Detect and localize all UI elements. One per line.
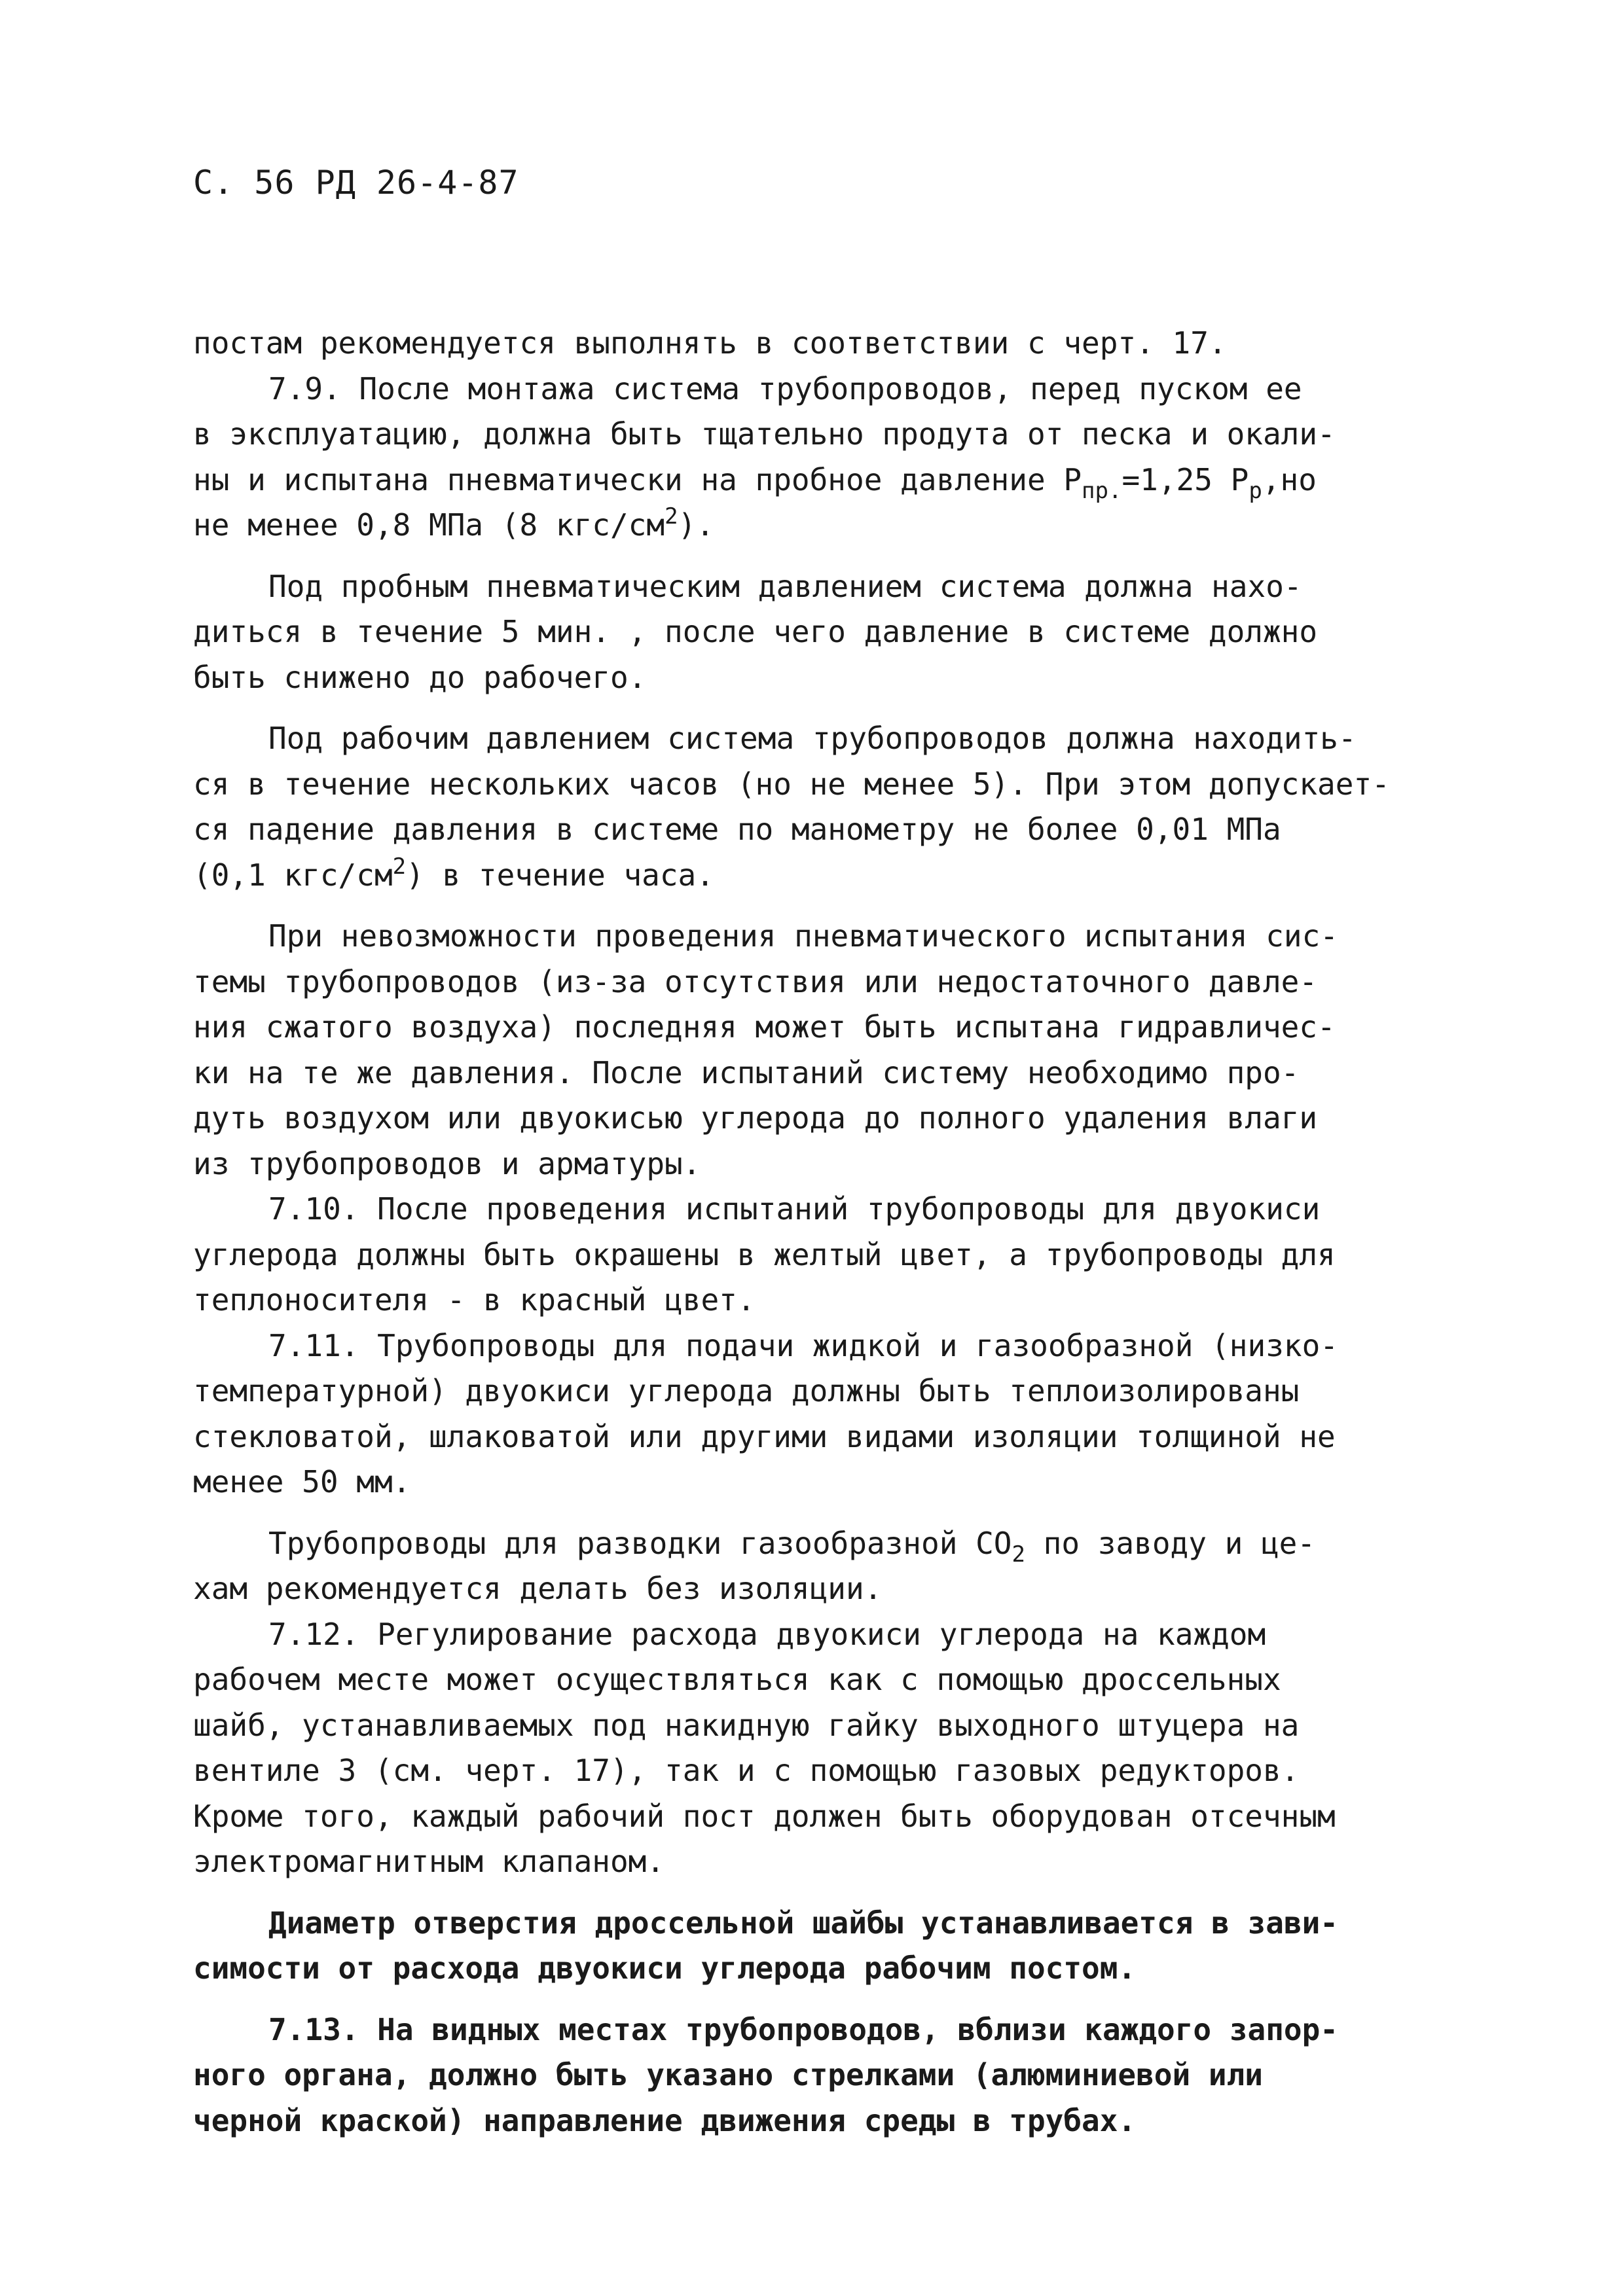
superscript: 2	[665, 503, 678, 529]
text-line: ного органа, должно быть указано стрелками (алюминиевой или	[193, 2057, 1263, 2092]
text-line: дуть воздухом или двуокисью углерода до полного удаления влаги	[193, 1100, 1318, 1136]
text-line: углерода должны быть окрашены в желтый цвет, а трубопроводы для	[193, 1236, 1336, 1272]
text-line: электромагнитным клапаном.	[193, 1844, 665, 1879]
text-span: Трубопроводы для разводки газообразной СО	[268, 1525, 1012, 1561]
text-line: быть снижено до рабочего.	[193, 659, 647, 695]
text-line: хам рекомендуется делать без изоляции.	[193, 1571, 883, 1606]
paragraph-start: Под рабочим давлением система трубопроводов должна находить-	[268, 721, 1357, 756]
text-line: в эксплуатацию, должна быть тщательно продута от песка и окали-	[193, 416, 1336, 452]
text-line: ся падение давления в системе по манометру не более 0,01 МПа	[193, 812, 1281, 847]
text-span: ны и испытана пневматически на пробное давление Р	[193, 461, 1082, 497]
clause-7-11-start: 7.11. Трубопроводы для подачи жидкой и газообразной (низко-	[268, 1327, 1338, 1363]
text-line	[193, 853, 1424, 899]
paragraph-start: Диаметр отверстия дроссельной шайбы устанавливается в зави-	[268, 1905, 1338, 1941]
page-header: С. 56 РД 26-4-87	[193, 164, 519, 202]
body-text	[193, 321, 1424, 2144]
text-span: не менее 0,8 МПа (8 кгс/см	[193, 507, 665, 543]
text-span: (0,1 кгс/см	[193, 857, 393, 893]
superscript: 2	[392, 853, 407, 880]
text-line: из трубопроводов и арматуры.	[193, 1145, 701, 1181]
test-pressure-line	[193, 457, 1424, 503]
text-span: ,но	[1262, 461, 1317, 497]
clause-7-13-start: 7.13. На видных местах трубопроводов, вблизи каждого запор-	[268, 2011, 1338, 2047]
text-span: ) в течение часа.	[406, 857, 714, 893]
paragraph-start	[193, 1521, 1424, 1567]
subscript: 2	[1012, 1541, 1025, 1568]
text-line: стекловатой, шлаковатой или другими видами изоляции толщиной не	[193, 1418, 1336, 1454]
paragraph-start: При невозможности проведения пневматического испытания сис-	[268, 918, 1338, 954]
clause-7-12-start: 7.12. Регулирование расхода двуокиси углерода на каждом	[268, 1616, 1266, 1652]
text-span: по заводу и це-	[1025, 1525, 1316, 1561]
text-line: ки на те же давления. После испытаний систему необходимо про-	[193, 1054, 1300, 1090]
subscript: р	[1249, 477, 1262, 504]
text-line: черной краской) направление движения среды в трубах.	[193, 2102, 1137, 2138]
text-line: диться в течение 5 мин. , после чего давление в системе должно	[193, 614, 1318, 649]
min-pressure-line	[193, 503, 1424, 548]
text-line: температурной) двуокиси углерода должны быть теплоизолированы	[193, 1373, 1300, 1408]
clause-7-9-start: 7.9. После монтажа система трубопроводов, перед пуском ее	[268, 370, 1302, 406]
text-line: ния сжатого воздуха) последняя может быть испытана гидравличес-	[193, 1009, 1336, 1045]
text-span: ).	[678, 507, 714, 543]
text-line: вентиле 3 (см. черт. 17), так и с помощью газовых редукторов.	[193, 1753, 1300, 1788]
text-line: рабочем месте может осуществляться как с помощью дроссельных	[193, 1662, 1281, 1697]
text-line: постам рекомендуется выполнять в соответствии с черт. 17.	[193, 325, 1227, 361]
subscript: пр.	[1082, 477, 1122, 504]
clause-7-10-start: 7.10. После проведения испытаний трубопроводы для двуокиси	[268, 1191, 1321, 1227]
text-line: теплоносителя - в красный цвет.	[193, 1282, 756, 1318]
text-span: =1,25 Р	[1122, 461, 1249, 497]
text-line: менее 50 мм.	[193, 1464, 411, 1499]
text-line: Кроме того, каждый рабочий пост должен быть оборудован отсечным	[193, 1798, 1336, 1834]
text-line: ся в течение нескольких часов (но не менее 5). При этом допускает-	[193, 766, 1390, 802]
text-line: темы трубопроводов (из-за отсутствия или недостаточного давле-	[193, 963, 1318, 999]
text-line: шайб, устанавливаемых под накидную гайку выходного штуцера на	[193, 1707, 1300, 1743]
paragraph-start: Под пробным пневматическим давлением система должна нахо-	[268, 568, 1302, 604]
text-line: симости от расхода двуокиси углерода рабочим постом.	[193, 1950, 1137, 1986]
